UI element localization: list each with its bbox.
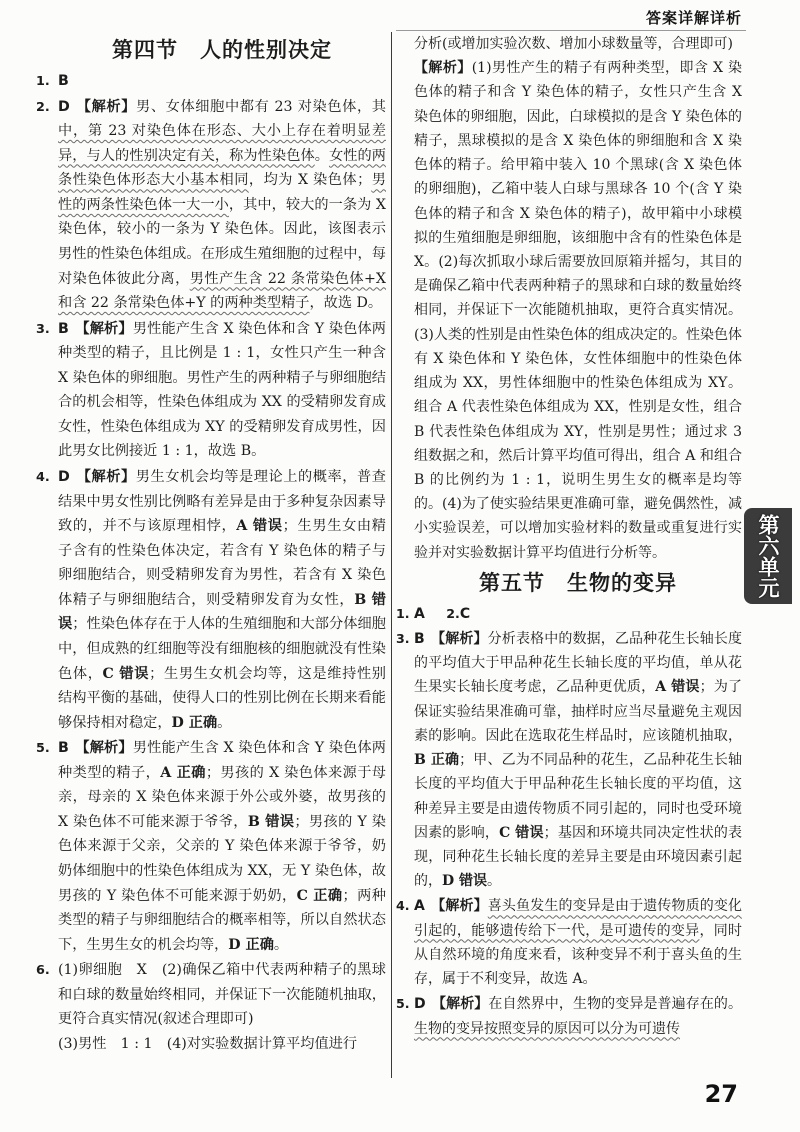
explanation-text: 男、女体细胞中都有 23 对染色体，其 — [136, 98, 386, 115]
right-question-3 — [396, 627, 742, 893]
underlined-text: 喜头鱼发生的变异是由于遗传物质的变化引起的，能够遗传给下一代，是可遗传的变异 — [414, 898, 742, 939]
answer-letter: A — [414, 605, 425, 622]
question-number: 5. — [36, 741, 50, 757]
question-number: 2. — [446, 605, 460, 621]
explanation-text: 。 — [487, 873, 502, 890]
answer-letter: B — [58, 740, 69, 757]
analysis-label: 【解析】 — [431, 898, 488, 915]
section-title: 第四节 人的性别决定 — [112, 37, 332, 62]
analysis-label: 【解析】 — [76, 469, 136, 485]
left-question-5 — [36, 736, 386, 957]
right-continuation-paragraph — [396, 56, 742, 565]
answer-letter: D — [58, 98, 70, 115]
explanation-text: ，同时从自然环境的角度来看，该种变异不利于喜头鱼的生存，属于不利变异，故选 A。 — [414, 922, 742, 988]
judgement-text: B 错误 — [58, 591, 386, 633]
explanation-text: (1)男性产生的精子有两种类型，即含 X 染色体的精子和含 Y 染色体的精子，女性只产生含 X 染色体的卵细胞，因此，白球模拟的是含 Y 染色体的精子，黑球模拟的是含 X 染色体的卵细胞和含 X 染色体的精子。给甲箱中装入 10 个黑球(含 X 染色体的卵细胞)，乙箱中装人白球与黑球各 10 个(含 Y 染色体的精子和含 X 染色体的精子)，故甲箱中小球模拟的生殖细胞是卵细胞，该细胞中含有的性染色体是 X。(2)每次抓取小球后需要放回原箱并摇匀，其目的是确保乙箱中代表两种精子的黑球和白球的数量始终相同，并保证下一次能随机抽取，更符合真实情况。(3)人类的性别是由性染色体的组成决定的。性染色体有 X 染色体和 Y 染色体，女性体细胞中的性染色体组成为 XX，男性体细胞中的性染色体组成为 XY。组合 A 代表性染色体组成为 XX，性别是女性，组合 B 代表性染色体组成为 XY，性别是男性；通过求 3 组数据之和，然后计算平均值可得出，组合 A 和组合 B 的比例约为 1 : 1，说明生男生女的概率是均等的。(4)为了使实验结果更准确可靠，避免偶然性，减小实验误差，可以增加实验材料的数量或重复进行实验并对实验数据计算平均值进行分析等。 — [414, 60, 742, 561]
question-number: 6. — [36, 963, 50, 979]
right-column — [396, 32, 742, 1076]
underlined-text: 女性的两条性染色体形态大小基本相同 — [58, 147, 386, 189]
explanation-text: (1)卵细胞 X (2)确保乙箱中代表两种精子的黑球和白球的数量始终相同，并保证下一次能随机抽取，更符合真实情况(叙述合理即可) — [58, 962, 386, 1028]
right-question-5 — [396, 992, 742, 1040]
explanation-text: ；基因和环境共同决定性状的表现，同种花生长轴长度的差异主要是由环境因素引起的， — [414, 824, 742, 890]
answer-letter: B — [58, 320, 69, 337]
explanation-text: 在自然界中，生物的变异是普遍存在的。 — [488, 996, 742, 1013]
answer-letter: A — [414, 898, 425, 915]
left-question-2 — [36, 95, 386, 316]
page-number: 27 — [704, 1080, 738, 1108]
question-number: 5. — [396, 996, 410, 1012]
explanation-text: 。 — [273, 936, 289, 953]
analysis-label: 【解析】 — [430, 631, 488, 648]
right-question-4 — [396, 894, 742, 991]
question-number: 3. — [396, 631, 410, 647]
answer-letter: B — [414, 631, 425, 648]
explanation-text: ，故选 D。 — [309, 295, 383, 312]
judgement-text: A 错误 — [236, 518, 283, 535]
judgement-text: D 正确 — [228, 936, 274, 953]
explanation-text: 男生女机会均等是理论上的概率，普查结果中男女性别比例略有差异是由于多种复杂因素导致的，并不与该原理相悖， — [58, 469, 386, 535]
left-question-1 — [36, 69, 386, 94]
left-question-3 — [36, 317, 386, 464]
explanation-text: 分析表格中的数据，乙品种花生长轴长度的平均值大于甲品种花生长轴长度的平均值，单从花生果实长轴长度考虑，乙品种更优质， — [414, 631, 742, 696]
answer-letter: D — [414, 996, 426, 1013]
explanation-text: ；男孩的 X 染色体来源于母亲，母亲的 X 染色体来源于外公或外婆，故男孩的 X 染色体不可能来源于爷爷， — [58, 764, 386, 830]
explanation-text: 。 — [314, 147, 329, 164]
left-continuation-paragraph — [36, 1032, 386, 1057]
analysis-label: 【解析】 — [431, 996, 489, 1013]
left-question-4 — [36, 465, 386, 735]
judgement-text: D 错误 — [442, 873, 488, 890]
explanation-text: 分析(或增加实验次数、增加小球数量等，合理即可) — [414, 36, 733, 52]
explanation-text: ，均为 X 染色体； — [248, 172, 372, 189]
left-question-6 — [36, 958, 386, 1032]
explanation-text: ；为了保证实验结果准确可靠，抽样时应当尽量避免主观因素的影响。因此在选取花生样品时，应该随机抽取， — [414, 679, 742, 744]
explanation-text: 。 — [217, 714, 232, 731]
right-answer-line — [396, 602, 742, 626]
right-continuation-paragraph — [396, 32, 742, 56]
header-title: 答案详解详析 — [645, 9, 742, 27]
analysis-label: 【解析】 — [414, 60, 472, 77]
judgement-text: C 错误 — [499, 824, 544, 841]
judgement-text: C 错误 — [102, 665, 150, 682]
question-number: 4. — [36, 470, 50, 485]
analysis-label: 【解析】 — [75, 740, 133, 757]
explanation-text: ，其中，较大的一条为 X 染色体，较小的一条为 Y 染色体。因此，该图表示男性的性染色体组成。在形成生殖细胞的过程中，每对染色体彼此分离， — [58, 196, 386, 287]
judgement-text: B 正确 — [414, 752, 460, 769]
judgement-text: C 正确 — [296, 887, 343, 904]
answer-letter: D — [58, 469, 70, 485]
unit-tab: 第六单元 — [744, 508, 792, 604]
explanation-text: 男性能产生含 X 染色体和含 Y 染色体两种类型的精子， — [58, 740, 386, 781]
question-number: 1. — [396, 605, 410, 621]
question-number: 1. — [36, 74, 50, 89]
question-number: 2. — [36, 99, 50, 115]
explanation-text: ；甲、乙为不同品种的花生，乙品种花生长轴长度的平均值大于甲品种花生长轴长度的平均值，这种差异主要是由遗传物质不同引起的，同时也受环境因素的影响， — [414, 752, 742, 841]
judgement-text: A 正确 — [160, 764, 206, 781]
explanation-text: ；男孩的 Y 染色体来源于父亲，父亲的 Y 染色体来源于爷爷，奶奶体细胞中的性染色体组成为 XX，无 Y 染色体，故男孩的 Y 染色体不可能来源于奶奶， — [58, 813, 386, 904]
left-column — [36, 32, 386, 1076]
answer-letter: B — [58, 73, 69, 89]
judgement-text: A 错误 — [655, 679, 700, 696]
analysis-label: 【解析】 — [75, 320, 133, 337]
section-title: 第五节 生物的变异 — [479, 569, 677, 595]
question-number: 4. — [396, 898, 410, 914]
explanation-text: ；生男生女由精子含有的性染色体决定，若含有 Y 染色体的精子与卵细胞结合，则受精卵发育为男性，若含有 X 染色体精子与卵细胞结合，则受精卵发育为女性， — [58, 518, 386, 608]
explanation-text: ；两种类型的精子与卵细胞结合的概率相等，所以自然状态下，生男生女的机会均等， — [58, 887, 386, 953]
underlined-text: 男性产生含 22 条常染色体+X 和含 22 条常染色体+Y 的两种类型精子 — [58, 270, 386, 312]
header-rule — [396, 30, 746, 31]
judgement-text: D 正确 — [171, 714, 218, 731]
explanation-text: (3)男性 1 : 1 (4)对实验数据计算平均值进行 — [58, 1035, 358, 1052]
analysis-label: 【解析】 — [76, 98, 137, 115]
explanation-text: ；生男生女机会均等，这是维持性别结构平衡的基础，使得人口的性别比例在长期来看能够保持相对稳定， — [58, 665, 386, 731]
explanation-text: ；性染色体存在于人体的生殖细胞和大部分体细胞中，但成熟的红细胞等没有细胞核的细胞就没有性染色体， — [58, 616, 386, 682]
underlined-text: 中，第 23 对染色体在形态、大小上存在着明显差异，与人的性别决定有关，称为性染色体 — [58, 123, 386, 164]
answer-letter: C — [459, 605, 471, 622]
underlined-text: 男性的两条性染色体一大一小 — [58, 172, 386, 213]
question-number: 3. — [36, 321, 50, 337]
judgement-text: B 错误 — [247, 813, 295, 830]
explanation-text: 男性能产生含 X 染色体和含 Y 染色体两种类型的精子，且比例是 1 : 1，女性只产生一种含 X 染色体的卵细胞。男性产生的两种精子与卵细胞结合的机会相等，性染色体组成为 XX 的受精卵发育成女性，性染色体组成为 XY 的受精卵发育成男性，因此男女比例接近 1 : 1，故选 B。 — [58, 320, 386, 460]
column-divider — [391, 32, 392, 1078]
underlined-text: 生物的变异按照变异的原因可以分为可遗传 — [414, 1020, 680, 1037]
